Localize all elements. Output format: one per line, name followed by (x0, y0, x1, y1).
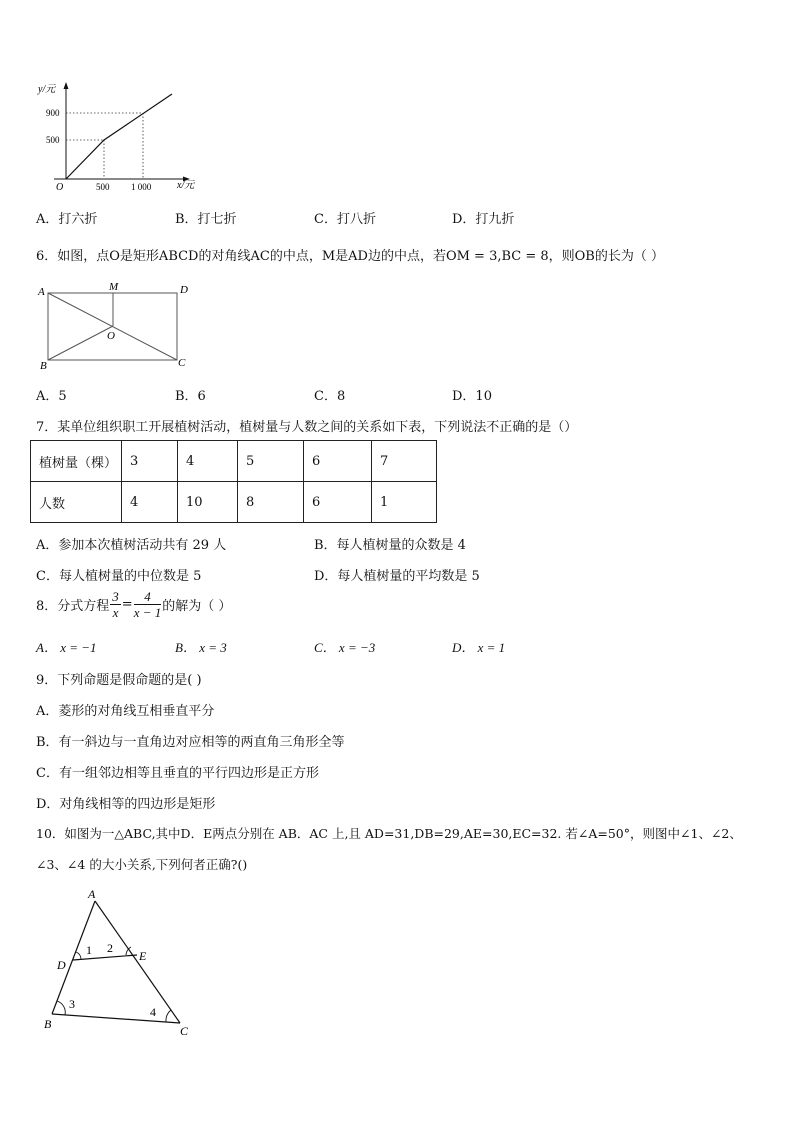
angle-label-4: 4 (150, 1005, 156, 1019)
fraction-2-denominator: x − 1 (133, 605, 162, 620)
q7-option-c[interactable]: C．每人植树量的中位数是 5 (36, 569, 202, 584)
table-cell: 4 (122, 482, 178, 523)
table-cell: 植树量（棵） (31, 441, 122, 482)
angle-label-3: 3 (69, 997, 75, 1011)
q9-option-c[interactable]: C．有一组邻边相等且垂直的平行四边形是正方形 (36, 766, 319, 781)
q5-option-a[interactable]: A．打六折 (36, 212, 98, 227)
side-ac (95, 901, 180, 1023)
table-cell: 3 (122, 441, 178, 482)
rectangle-figure (36, 278, 196, 373)
angle-1-arc (76, 952, 81, 959)
table-cell: 10 (178, 482, 238, 523)
q8-option-c[interactable]: C． x = −3 (314, 640, 376, 655)
q10-text-line2: ∠3、∠4 的大小关系,下列何者正确?() (36, 857, 248, 872)
table-cell: 6 (304, 441, 372, 482)
segment-ob (48, 326, 113, 360)
table-cell: 8 (238, 482, 304, 523)
origin-label: O (56, 182, 64, 193)
segment-de (73, 955, 137, 960)
price-graph (36, 78, 216, 196)
equals-sign: = (121, 597, 133, 612)
table-cell: 人数 (31, 482, 122, 523)
triangle-figure (40, 886, 205, 1041)
fraction-2-numerator: 4 (134, 589, 162, 605)
angle-label-2: 2 (107, 941, 113, 955)
label-b: B (44, 1017, 52, 1031)
q6-option-d[interactable]: D．10 (452, 389, 492, 404)
q8-prefix: 8．分式方程 (36, 599, 110, 614)
q9-option-a[interactable]: A．菱形的对角线互相垂直平分 (36, 704, 215, 719)
q5-option-d[interactable]: D．打九折 (452, 212, 515, 227)
label-d: D (180, 284, 188, 296)
q7-option-b[interactable]: B．每人植树量的众数是 4 (314, 538, 466, 553)
label-a: A (38, 286, 45, 298)
fraction-1 (110, 589, 121, 620)
y-axis-label: y/元 (38, 84, 56, 95)
label-c: C (178, 357, 186, 369)
q8-text (36, 589, 231, 620)
q5-option-b[interactable]: B．打七折 (175, 212, 237, 227)
side-bc (52, 1014, 180, 1023)
fraction-1-numerator: 3 (112, 589, 119, 604)
label-d: D (57, 958, 66, 972)
label-m: M (109, 281, 119, 293)
label-a: A (88, 887, 96, 901)
x-tick-500: 500 (96, 182, 110, 192)
label-b: B (40, 360, 47, 372)
price-line (66, 94, 172, 179)
q6-option-b[interactable]: B．6 (175, 389, 206, 404)
angle-4-arc (166, 1010, 171, 1022)
y-axis-arrow (64, 82, 69, 89)
q6-option-c[interactable]: C．8 (314, 389, 346, 404)
q10-text-line1: 10．如图为一△ABC,其中D．E两点分别在 AB．AC 上,且 AD=31,DB=29,AE=30,EC=32. 若∠A=50°，则图中∠1、∠2、 (36, 826, 742, 841)
q8-option-a[interactable]: A． x = −1 (36, 640, 97, 655)
label-o: O (107, 330, 115, 342)
x-tick-1000: 1 000 (131, 182, 152, 192)
angle-3-arc (57, 1001, 65, 1015)
table-row (31, 482, 437, 523)
q6-option-a[interactable]: A．5 (36, 389, 67, 404)
q5-option-c[interactable]: C．打八折 (314, 212, 376, 227)
q9-text: 9．下列命题是假命题的是( ) (36, 673, 202, 688)
q7-option-a[interactable]: A．参加本次植树活动共有 29 人 (36, 538, 227, 553)
table-cell: 7 (372, 441, 437, 482)
q7-text: 7．某单位组织职工开展植树活动，植树量与人数之间的关系如下表，下列说法不正确的是（） (36, 420, 578, 435)
x-axis-label: x/元 (177, 180, 195, 191)
q8-option-b[interactable]: B． x = 3 (175, 640, 227, 655)
q9-option-b[interactable]: B．有一斜边与一直角边对应相等的两直角三角形全等 (36, 735, 345, 750)
label-c: C (180, 1024, 189, 1038)
q6-text: 6．如图，点O是矩形ABCD的对角线AC的中点，M是AD边的中点，若OM = 3,BC = 8，则OB的长为（ ） (36, 249, 664, 264)
table-cell: 1 (372, 482, 437, 523)
table-row (31, 441, 437, 482)
fraction-1-denominator: x (112, 605, 119, 620)
y-tick-500: 500 (46, 135, 60, 145)
label-e: E (139, 949, 147, 963)
table-cell: 6 (304, 482, 372, 523)
y-tick-900: 900 (46, 108, 60, 118)
q7-option-d[interactable]: D．每人植树量的平均数是 5 (314, 569, 480, 584)
q8-option-d[interactable]: D． x = 1 (452, 640, 506, 655)
fraction-2 (134, 589, 162, 620)
q8-suffix: 的解为（ ） (162, 599, 232, 614)
table-cell: 5 (238, 441, 304, 482)
q9-option-d[interactable]: D．对角线相等的四边形是矩形 (36, 797, 216, 812)
angle-label-1: 1 (86, 943, 92, 957)
q7-table (30, 440, 437, 523)
table-cell: 4 (178, 441, 238, 482)
